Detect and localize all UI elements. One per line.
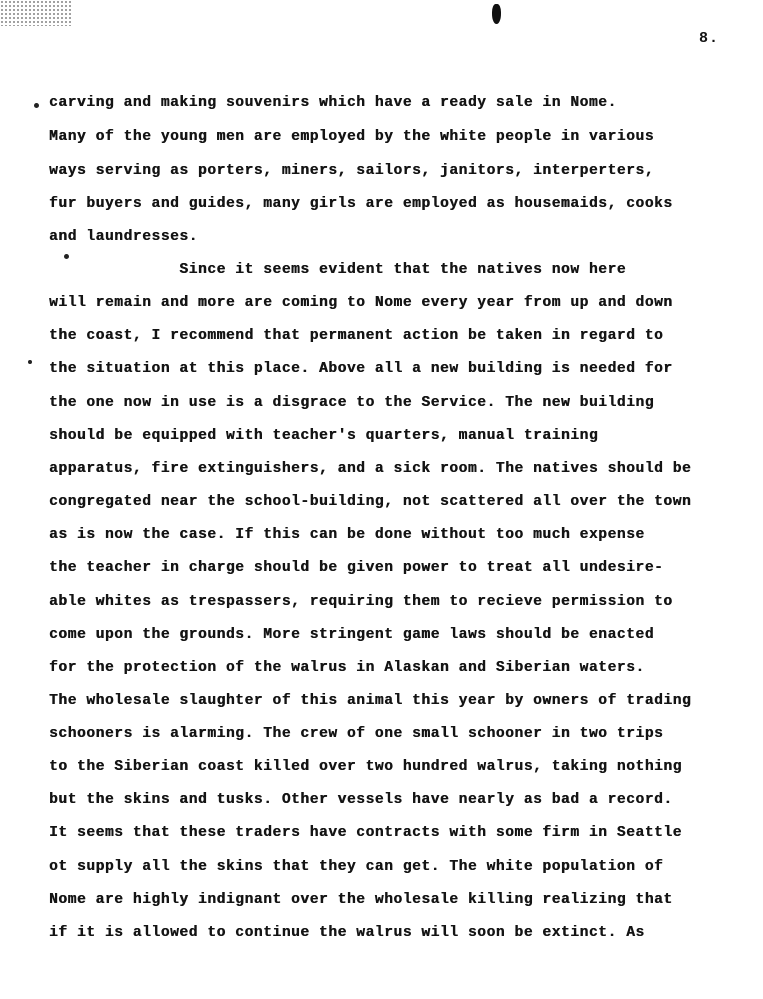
text-line: the coast, I recommend that permanent action be taken in regard to bbox=[49, 328, 664, 344]
text-line: will remain and more are coming to Nome every year from up and down bbox=[49, 295, 673, 311]
text-line: able whites as trespassers, requiring them to recieve permission to bbox=[49, 594, 673, 610]
text-line: ways serving as porters, miners, sailors, janitors, interperters, bbox=[49, 163, 654, 179]
text-line: It seems that these traders have contracts with some firm in Seattle bbox=[49, 825, 682, 841]
text-line: Many of the young men are employed by the white people in various bbox=[49, 129, 654, 145]
text-line: ot supply all the skins that they can get. The white population of bbox=[49, 859, 664, 875]
stray-mark bbox=[28, 360, 32, 364]
text-line: The wholesale slaughter of this animal this year by owners of trading bbox=[49, 693, 692, 709]
text-line: for the protection of the walrus in Alaskan and Siberian waters. bbox=[49, 660, 645, 676]
text-line: the one now in use is a disgrace to the Service. The new building bbox=[49, 395, 654, 411]
scan-noise-mark bbox=[0, 0, 72, 26]
text-line: schooners is alarming. The crew of one small schooner in two trips bbox=[49, 726, 664, 742]
text-line: the situation at this place. Above all a new building is needed for bbox=[49, 361, 673, 377]
text-line: but the skins and tusks. Other vessels have nearly as bad a record. bbox=[49, 792, 673, 808]
text-line: and laundresses. bbox=[49, 229, 198, 245]
text-line: come upon the grounds. More stringent game laws should be enacted bbox=[49, 627, 654, 643]
text-line: apparatus, fire extinguishers, and a sick room. The natives should be bbox=[49, 461, 692, 477]
ink-blot-mark bbox=[492, 4, 501, 24]
text-line: if it is allowed to continue the walrus will soon be extinct. As bbox=[49, 925, 645, 941]
text-line: the teacher in charge should be given power to treat all undesire- bbox=[49, 560, 664, 576]
text-line: should be equipped with teacher's quarters, manual training bbox=[49, 428, 599, 444]
text-line: fur buyers and guides, many girls are employed as housemaids, cooks bbox=[49, 196, 673, 212]
text-line: to the Siberian coast killed over two hundred walrus, taking nothing bbox=[49, 759, 682, 775]
text-line: carving and making souvenirs which have a ready sale in Nome. bbox=[49, 95, 617, 111]
text-line: Since it seems evident that the natives now here bbox=[49, 262, 627, 278]
text-line: as is now the case. If this can be done without too much expense bbox=[49, 527, 645, 543]
stray-mark bbox=[64, 254, 69, 259]
page-number: 8. bbox=[699, 30, 720, 47]
stray-mark bbox=[34, 103, 39, 108]
text-line: Nome are highly indignant over the wholesale killing realizing that bbox=[49, 892, 673, 908]
text-line: congregated near the school-building, not scattered all over the town bbox=[49, 494, 692, 510]
